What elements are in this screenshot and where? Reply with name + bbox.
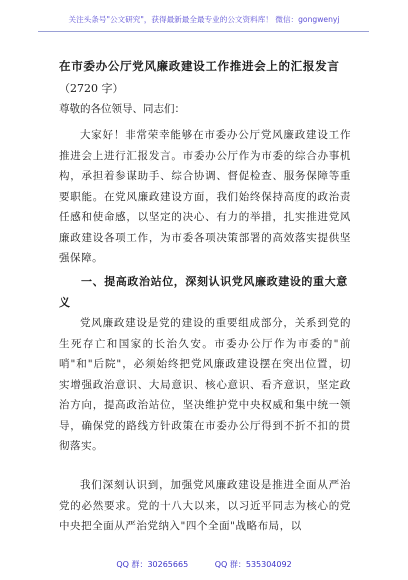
word-count: （2720 字） [59,82,124,95]
intro-paragraph: 大家好！非常荣幸能够在市委办公厅党风廉政建设工作推进会上进行汇报发言。市委办公厅作为市委的综合办事机构，承担着参谋助手、综合协调、督促检查、服务保障等重要职能。在党风廉政建设方面，我们始终保持高度的政治责任感和使命感，以坚定的决心、有力的举措，扎实推进党风廉政建设各项工作，为市委各项决策部署的高效落实提供坚强保障。 [59,129,351,264]
footer-contact [0,559,408,570]
body-paragraph: 我们深刻认识到，加强党风廉政建设是推进全面从严治党的必然要求。党的十八大以来，以习近平同志为核心的党中央把全面从严治党纳入"四个全面"战略布局，以 [59,479,351,532]
salutation: 尊敬的各位领导、同志们： [59,103,185,115]
section-heading: 一、提高政治站位，深刻认识党风廉政建设的重大意义 [59,275,348,309]
header-divider [38,31,369,32]
promo-banner: 关注头条号"公文研究"，获得最新最全最专业的公文资料库！ 微信：gongwenyj [68,15,340,24]
body-paragraph: 党风廉政建设是党的建设的重要组成部分，关系到党的生死存亡和国家的长治久安。市委办公厅作为市委的"前哨"和"后院"，必须始终把党风廉政建设摆在突出位置，切实增强政治意识、大局意识、核心意识、看齐意识，坚定政治方向，提高政治站位，坚决维护党中央权威和集中统一领导，确保党的路线方针政策在市委办公厅得到不折不扣的贯彻落实。 [59,317,351,452]
qq-group-link[interactable]: QQ 群：30265665 [116,560,189,569]
qq-group-link[interactable]: QQ 群：535304092 [214,560,292,569]
document-title: 在市委办公厅党风廉政建设工作推进会上的汇报发言 [59,59,340,73]
